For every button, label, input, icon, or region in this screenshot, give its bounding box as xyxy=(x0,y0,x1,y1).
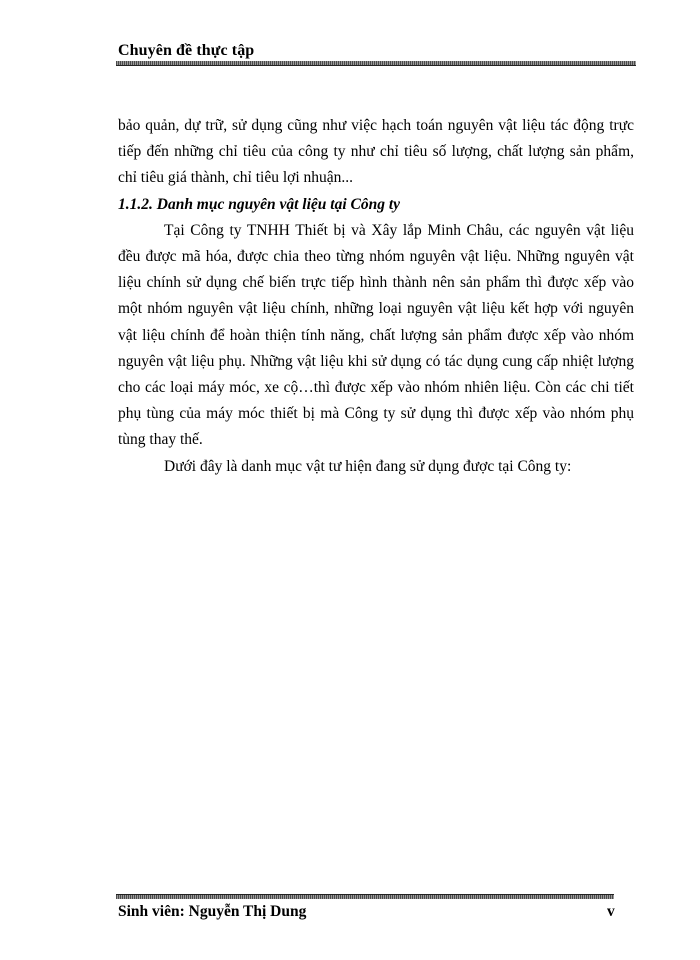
document-body xyxy=(118,113,634,480)
header-divider xyxy=(116,61,636,66)
paragraph-list-intro: Dưới đây là danh mục vật tư hiện đang sử dụng được tại Công ty: xyxy=(164,457,572,475)
footer-student-name: Sinh viên: Nguyễn Thị Dung xyxy=(118,903,307,920)
paragraph-classification: Tại Công ty TNHH Thiết bị và Xây lắp Minh Châu, các nguyên vật liệu đều được mã hóa, được chia theo từng nhóm nguyên vật liệu. Những nguyên vật liệu chính sử dụng chế biến trực tiếp hình thành nên sản phẩm thì được xếp vào một nhóm nguyên vật liệu chính, những loại nguyên vật liệu kết hợp với nguyên vật liệu chính để hoàn thiện tính năng, chất lượng sản phẩm được xếp vào nhóm nguyên vật liệu phụ. Những vật liệu khi sử dụng có tác dụng cung cấp nhiệt lượng cho các loại máy móc, xe cộ…thì được xếp vào nhóm nhiên liệu. Còn các chi tiết phụ tùng của máy móc thiết bị mà Công ty sử dụng thì được xếp vào nhóm phụ tùng thay thế. xyxy=(118,221,634,449)
section-heading: 1.1.2. Danh mục nguyên vật liệu tại Công ty xyxy=(118,195,401,213)
footer-divider xyxy=(116,894,614,899)
page-header-title: Chuyên đề thực tập xyxy=(118,42,255,59)
footer-page-number: v xyxy=(607,903,615,920)
paragraph-intro: bảo quản, dự trữ, sử dụng cũng như việc hạch toán nguyên vật liệu tác động trực tiếp đến những chỉ tiêu của công ty như chỉ tiêu số lượng, chất lượng sản phẩm, chỉ tiêu giá thành, chỉ tiêu lợi nhuận... xyxy=(118,117,634,187)
